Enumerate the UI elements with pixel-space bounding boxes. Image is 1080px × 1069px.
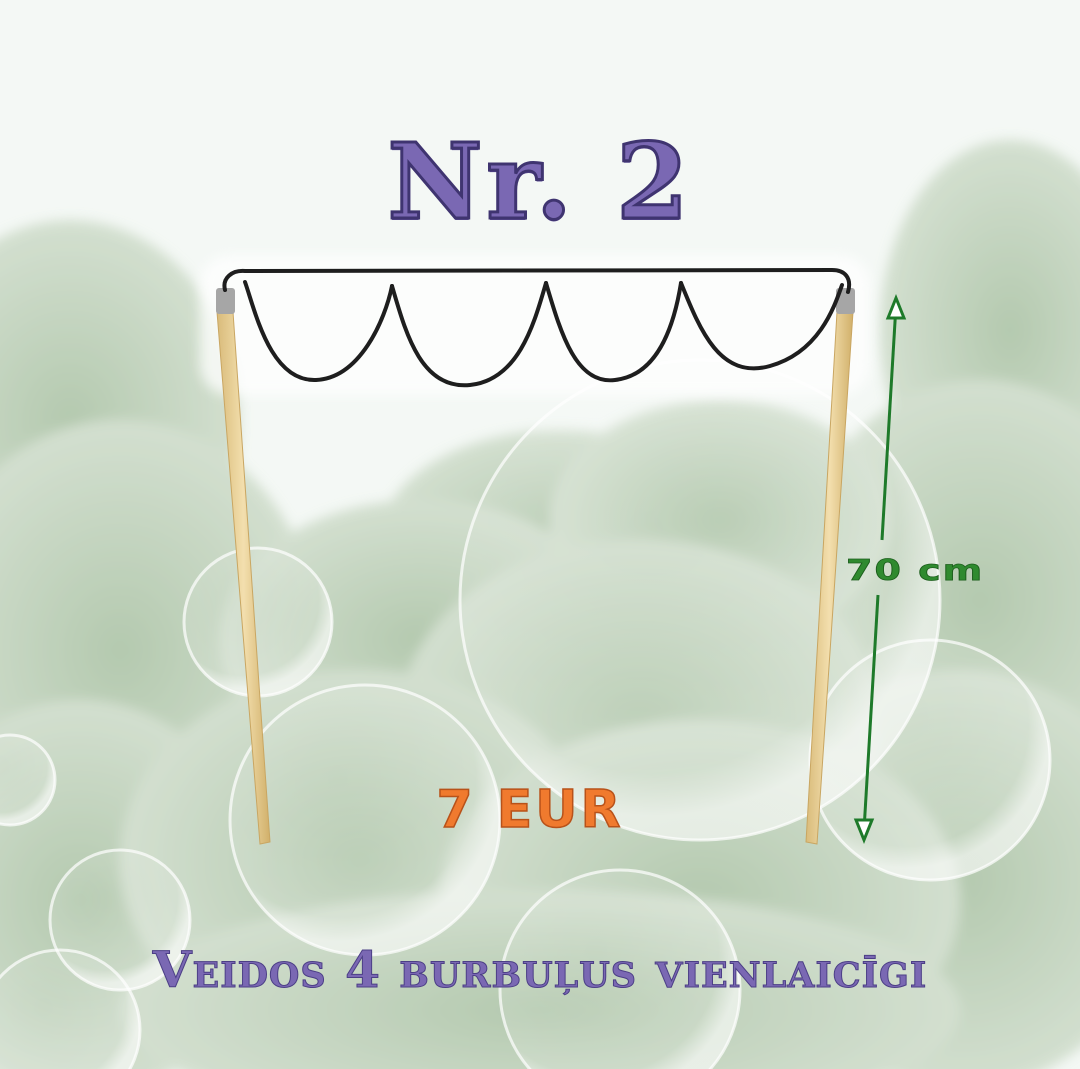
height-dimension-label: 70 cm <box>846 553 985 587</box>
product-tagline: Veidos 4 burbuļus vienlaicīgi <box>152 940 928 999</box>
product-number-title: Nr. 2 <box>387 120 693 243</box>
price-label: 7 EUR <box>436 780 624 840</box>
frame-glow <box>200 255 870 395</box>
